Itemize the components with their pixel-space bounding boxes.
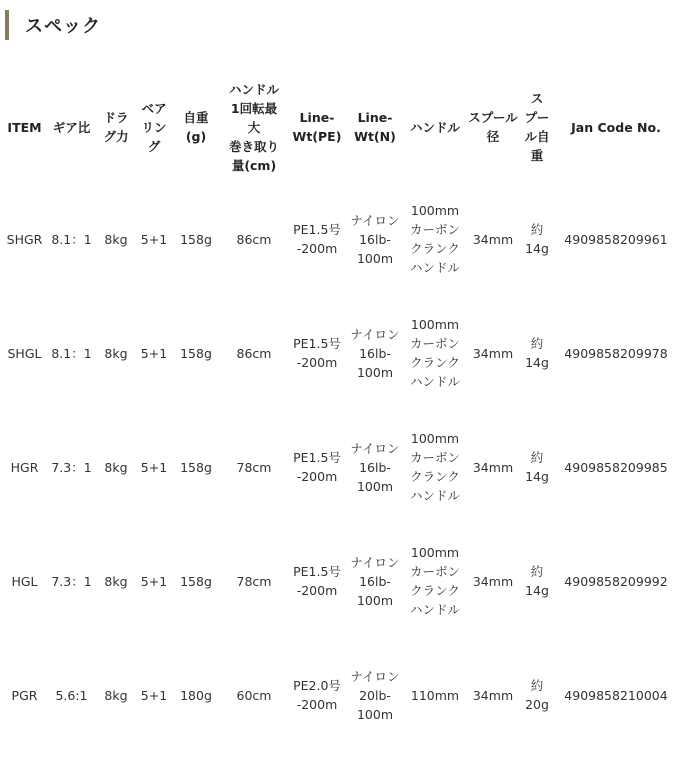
cell-weight: 158g — [180, 573, 212, 589]
cell-weight: 158g — [180, 231, 212, 247]
table-row — [2, 638, 678, 752]
table-row — [2, 524, 678, 638]
cell-bearing: 5+1 — [140, 459, 168, 475]
column-header: 自重 (g) — [183, 110, 209, 144]
cell-gear-ratio: 8.1：1 — [51, 345, 92, 361]
table-row — [2, 182, 678, 296]
cell-bearing: 5+1 — [140, 345, 168, 361]
cell-gear-ratio: 7.3：1 — [51, 459, 92, 475]
cell-line-pe: PE1.5号 -200m — [293, 336, 341, 370]
cell-jan: 4909858209985 — [564, 459, 668, 475]
cell-line-pe: PE2.0号 -200m — [293, 678, 341, 712]
cell-line-nylon: ナイロン 20lb- 100m — [350, 668, 400, 722]
cell-jan: 4909858209961 — [564, 231, 668, 247]
cell-drag: 8kg — [104, 573, 128, 589]
table-header-row — [2, 72, 678, 182]
column-header: ITEM — [7, 119, 42, 135]
cell-weight: 180g — [180, 687, 212, 703]
cell-spool: 34mm — [472, 231, 514, 247]
cell-jan: 4909858209978 — [564, 345, 668, 361]
cell-item: HGL — [11, 573, 38, 589]
cell-line-pe: PE1.5号 -200m — [293, 222, 341, 256]
cell-line-nylon: ナイロン 16lb- 100m — [350, 440, 400, 494]
cell-item: SHGR — [6, 231, 43, 247]
column-header: ベア リン グ — [141, 100, 167, 154]
cell-line-pe: PE1.5号 -200m — [293, 450, 341, 484]
cell-line-nylon: ナイロン 16lb- 100m — [350, 554, 400, 608]
table-row — [2, 410, 678, 524]
cell-retrieve: 78cm — [236, 459, 272, 475]
cell-handle: 110mm — [410, 687, 460, 703]
cell-spool-weight: 約 14g — [525, 336, 549, 370]
cell-item: SHGL — [7, 345, 42, 361]
cell-weight: 158g — [180, 459, 212, 475]
cell-jan: 4909858210004 — [564, 687, 668, 703]
column-header: スプール径 — [468, 110, 518, 144]
section-header — [5, 10, 101, 40]
column-header: ス プー ル自 重 — [524, 91, 550, 163]
cell-handle: 100mm カーボン クランク ハンドル — [409, 431, 460, 503]
column-header: ドラ グ力 — [103, 110, 129, 144]
cell-spool-weight: 約 20g — [525, 678, 549, 712]
cell-retrieve: 78cm — [236, 573, 272, 589]
cell-item: PGR — [11, 687, 38, 703]
cell-gear-ratio: 7.3：1 — [51, 573, 92, 589]
column-header: Line- Wt(N) — [354, 110, 396, 144]
cell-spool: 34mm — [472, 573, 514, 589]
cell-item: HGR — [10, 459, 39, 475]
cell-retrieve: 86cm — [236, 345, 272, 361]
cell-bearing: 5+1 — [140, 687, 168, 703]
section-header-accent-bar — [5, 10, 9, 40]
column-header: ハンドル 1回転最 大 巻き取り 量(cm) — [228, 81, 279, 173]
column-header: ハンドル — [409, 119, 460, 135]
section-title: スペック — [25, 16, 101, 37]
cell-drag: 8kg — [104, 345, 128, 361]
cell-spool-weight: 約 14g — [525, 450, 549, 484]
cell-bearing: 5+1 — [140, 573, 168, 589]
cell-spool: 34mm — [472, 459, 514, 475]
cell-gear-ratio: 5.6:1 — [55, 687, 88, 703]
cell-drag: 8kg — [104, 459, 128, 475]
cell-spool-weight: 約 14g — [525, 564, 549, 598]
cell-line-nylon: ナイロン 16lb- 100m — [350, 212, 400, 266]
column-header: Jan Code No. — [571, 119, 661, 135]
cell-spool: 34mm — [472, 687, 514, 703]
spec-table — [2, 72, 678, 752]
column-header: ギア比 — [52, 119, 91, 135]
cell-retrieve: 60cm — [236, 687, 272, 703]
column-header: Line- Wt(PE) — [292, 110, 342, 144]
cell-handle: 100mm カーボン クランク ハンドル — [409, 203, 460, 275]
cell-line-nylon: ナイロン 16lb- 100m — [350, 326, 400, 380]
cell-jan: 4909858209992 — [564, 573, 668, 589]
cell-handle: 100mm カーボン クランク ハンドル — [409, 317, 460, 389]
cell-drag: 8kg — [104, 231, 128, 247]
cell-line-pe: PE1.5号 -200m — [293, 564, 341, 598]
cell-spool-weight: 約 14g — [525, 222, 549, 256]
cell-weight: 158g — [180, 345, 212, 361]
cell-handle: 100mm カーボン クランク ハンドル — [409, 545, 460, 617]
cell-spool: 34mm — [472, 345, 514, 361]
cell-retrieve: 86cm — [236, 231, 272, 247]
cell-gear-ratio: 8.1：1 — [51, 231, 92, 247]
table-row — [2, 296, 678, 410]
cell-drag: 8kg — [104, 687, 128, 703]
cell-bearing: 5+1 — [140, 231, 168, 247]
